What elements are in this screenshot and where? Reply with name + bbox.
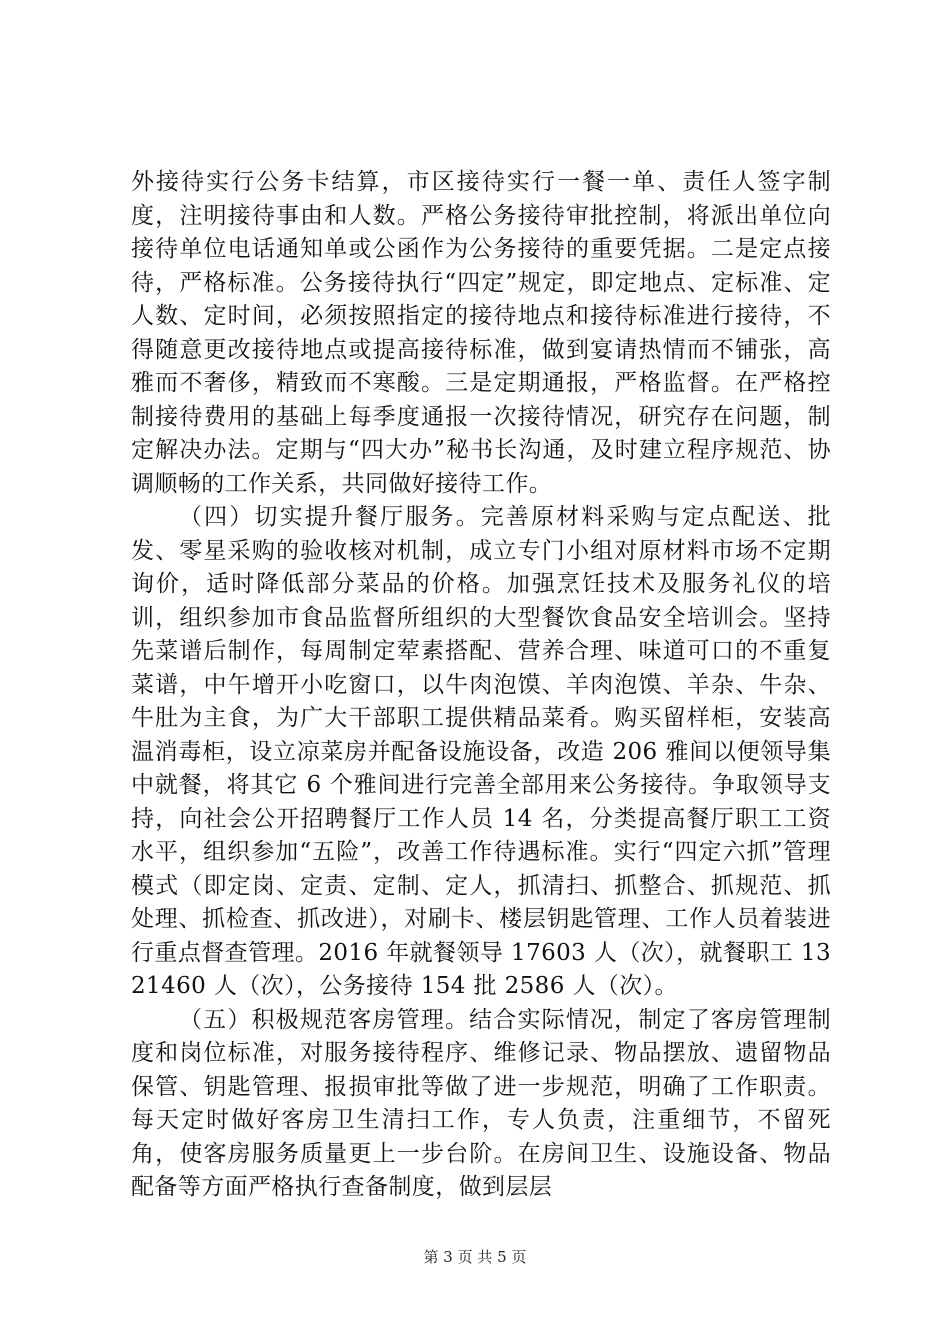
paragraph-reception-rules: 外接待实行公务卡结算，市区接待实行一餐一单、责任人签字制度，注明接待事由和人数。严格公务接待审批控制，将派出单位向接待单位电话通知单或公函作为公务接待的重要凭据。二是定点接待，严格标准。公务接待执行“四定”规定，即定地点、定标准、定人数、定时间，必须按照指定的接待地点和接待标准进行接待，不得随意更改接待地点或提高接待标准，做到宴请热情而不铺张，高雅而不奢侈，精致而不寒酸。三是定期通报，严格监督。在严格控制接待费用的基础上每季度通报一次接待情况，研究存在问题，制定解决办法。定期与“四大办”秘书长沟通，及时建立程序规范、协调顺畅的工作关系，共同做好接待工作。 <box>131 169 831 497</box>
document-body <box>131 166 831 1205</box>
page-number-footer: 第 3 页 共 5 页 <box>423 1248 527 1266</box>
paragraph-canteen-service: （四）切实提升餐厅服务。完善原材料采购与定点配送、批发、零星采购的验收核对机制，成立专门小组对原材料市场不定期询价，适时降低部分菜品的价格。加强烹饪技术及服务礼仪的培训，组织参加市食品监督所组织的大型餐饮食品安全培训会。坚持先菜谱后制作，每周制定荤素搭配、营养合理、味道可口的不重复菜谱，中午增开小吃窗口，以牛肉泡馍、羊肉泡馍、羊杂、牛杂、牛肚为主食，为广大干部职工提供精品菜肴。购买留样柜，安装高温消毒柜，设立凉菜房并配备设施设备，改造 206 雅间以便领导集中就餐，将其它 6 个雅间进行完善全部用来公务接待。争取领导支持，向社会公开招聘餐厅工作人员 14 名，分类提高餐厅职工工资水平，组织参加“五险”，改善工作待遇标准。实行“四定六抓”管理模式（即定岗、定责、定制、定人，抓清扫、抓整合、抓规范、抓处理、抓检查、抓改进），对刷卡、楼层钥匙管理、工作人员着装进行重点督查管理。2016 年就餐领导 17603 人（次），就餐职工 1321460 人（次），公务接待 154 批 2586 人（次）。 <box>131 504 831 999</box>
paragraph-guestroom-management: （五）积极规范客房管理。结合实际情况，制定了客房管理制度和岗位标准，对服务接待程序、维修记录、物品摆放、遗留物品保管、钥匙管理、报损审批等做了进一步规范，明确了工作职责。每天定时做好客房卫生清扫工作，专人负责，注重细节，不留死角，使客房服务质量更上一步台阶。在房间卫生、设施设备、物品配备等方面严格执行查备制度，做到层层 <box>131 1006 831 1200</box>
